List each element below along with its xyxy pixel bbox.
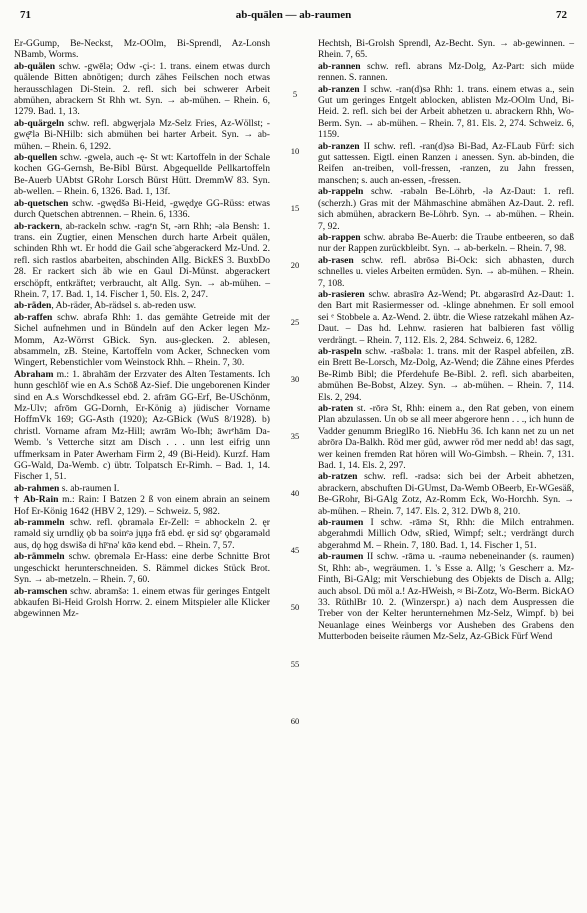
dictionary-entry <box>14 61 270 118</box>
entry-body: schw. -gwēlə; Odw -çi-: 1. trans. einem etwas durch quälende Bitten abnötigen; durch zähes Feilschen noch etwas herausschlagen Di-Stein. 2. refl. sich bei schwerer Arbeit abmühen, abrackern St Rhh wt. Syn. → ab-mühen. – Rhein. 6, 1279. Bad. 1, 13. <box>14 60 270 118</box>
entry-headword: ab-ramschen <box>14 585 68 597</box>
dictionary-entry <box>318 255 574 289</box>
line-number: 30 <box>290 373 300 384</box>
dictionary-entry <box>318 289 574 346</box>
line-number: 15 <box>290 202 300 213</box>
entry-headword: ab-rannen <box>318 60 361 72</box>
entry-body: st. -rōrǝ St, Rhh: einem a., den Rat geben, von einem Plan abzulassen. Un ob se all meer abgerore henn . . ., ich hunn de Vadder genumm BrieglRo 16. NiebHu 36. Ich kann net zu un net abrōrǝ Da-Balkh. Röd mer güd, awwer röd mer nedd ab! das sagt, wer keinen fremden Rat hören will Wo-Gimbsh. – Rhein. 7, 131. Bad. 1, 14. Els. 2, 297. <box>318 403 574 472</box>
entry-headword: ab-rackern <box>14 220 60 232</box>
entry-body: , ab-rackeln schw. -ragᵉn St, -ǝrn Rhh; -ǝlǝ Bensh: 1. trans. ein Zugtier, einen Menschen durch harte Arbeit quälen, schinden Rhh wt. Er hodd die Gail sche ̈abgerackerd Mz-Und. 2. refl. sich rastlos abarbeiten, abschinden Allg. BickES 3. BuxbDo 28. Er rackert sich äb wie en Gaul Di-Münst. abgerackert erschöpft, entkräftet; verbraucht, alt Allg. Syn. → ab-mühen. – Rhein. 7, 17. Bad. 1, 14. Fischer 1, 50. Els. 2, 247. <box>14 220 270 300</box>
dictionary-entry <box>14 221 270 301</box>
entry-body: schw. abrasīrǝ Az-Wend; Pt. abgǝrasīrd Az-Daut: 1. den Bart mit Rasiermesser od. -klinge abnehmen. Er soll emool sei ᵉ Stobbele a. Az-Wend. 2. übtr. die Wiese ratzekahl mähen Az-Daut. – Das hd. Lehnw. rasieren hat balbieren fast völlig verdrängt. – Rhein. 7, 112. Els. 2, 284. Schweiz. 6, 1282. <box>318 288 574 346</box>
entry-headword: Abraham <box>14 368 54 380</box>
entry-headword: ab-rappen <box>318 231 361 243</box>
dictionary-entry <box>318 84 574 141</box>
line-number: 45 <box>290 544 300 555</box>
line-number: 20 <box>290 259 300 270</box>
dictionary-entry <box>318 232 574 255</box>
entry-body: II schw. refl. -ran(d)sǝ Bi-Bad, Az-FLaub Fürf: sich gut sattessen. Eigtl. einen Ranzen ↓ anessen. Syn. ab-binden, die Reifen an-treiben, voll-fressen, -ranzen, zu Jahn fressen, manschen; s. auch an-essen, -fressen. <box>318 140 574 186</box>
entry-headword: ab-rammeln <box>14 517 65 529</box>
dictionary-entry <box>14 483 270 494</box>
dictionary-entry <box>14 517 270 551</box>
page-number-left: 71 <box>20 9 31 21</box>
entry-body: schw. -gwędšǝ Bi-Heid, -gwędχe GG-Rüss: etwas durch Quetschen abtrennen. – Rhein. 6, 1336. <box>14 197 270 221</box>
entry-headword: ab-quellen <box>14 152 58 164</box>
dictionary-entry <box>318 403 574 471</box>
entry-body: schw. -rašbǝlǝ: 1. trans. mit der Raspel abfeilen, zB. ein Brett Be-Lorsch, Mz-Dolg, Az-Wend; die Zähne eines Pferdes Be-Rimb Bibl; die Pferdehufe Be-Bibl. 2. refl. sich abarbeiten, abmühen Be-Bobst, Alzey. Syn. → ab-mühen. – Rhein. 7, 114. Els. 2, 294. <box>318 345 574 403</box>
entry-headword: ab-ranzen <box>318 140 360 152</box>
dictionary-entry <box>14 494 270 517</box>
entry-headword: ab-ratzen <box>318 471 358 483</box>
entry-headword: † Ab-Rain <box>14 494 59 506</box>
dictionary-entry <box>318 471 574 517</box>
entry-body: schw. refl. abrans Mz-Dolg, Az-Part: sich müde rennen. S. rannen. <box>318 60 574 84</box>
entry-headword: ab-raumen <box>318 551 364 563</box>
dictionary-entry <box>14 152 270 198</box>
entry-headword: ab-quärgeln <box>14 117 65 129</box>
entry-body: m.: Rain: I Batzen 2 ß von einem abrain an seinem Hof Er-König 1642 (HBV 2, 129). – Schweiz. 5, 982. <box>14 494 270 517</box>
dictionary-entry <box>318 186 574 232</box>
entry-body: schw. -gwelǝ, auch -ę- St wt: Kartoffeln in der Schale kochen GG-Gernsh, Be-Bibl Bürst. Abgequellde Pellkartoffeln Be-Auerb UAbtst GRohr Lorsch Bürst Hütt. DremmW 83. Syn. ab-wellen. – Rhein. 6, 1326. Bad. 1, 13f. <box>14 152 270 198</box>
entry-body: schw. -rabǝln Be-Löhrb, -lǝ Az-Daut: 1. refl. (scherzh.) Gras mit der Mähmaschine abmähen Az-Daut. 2. refl. sich abmühen, abrackern Be-Löhrb. Syn. → ab-mühen. – Rhein. 7, 92. <box>318 186 574 232</box>
entry-headword: ab-rämmeln <box>14 551 65 563</box>
dictionary-entry <box>14 369 270 483</box>
dictionary-entry <box>14 551 270 585</box>
entry-body: Er-GGump, Be-Neckst, Mz-OOlm, Bi-Sprendl, Az-Lonsh NBamb, Worms. <box>14 38 270 61</box>
entry-headword: ab-raffen <box>14 311 53 323</box>
entry-headword: ab-räden <box>14 300 52 312</box>
entry-body: schw. refl. abrōsǝ Bi-Ock: sich abhasten, durch schnelles u. vieles Arbeiten ermüden. Syn. → ab-mühen. – Rhein. 7, 108. <box>318 254 574 289</box>
entry-body: schw. ǫbremǝlǝ Er-Hass: eine derbe Schnitte Brot ungeschickt herunterschneiden. S. Rämmel dickes Stück Brot. Syn. → ab-metzeln. – Rhein. 7, 60. <box>14 551 270 586</box>
dictionary-entry <box>14 118 270 152</box>
dictionary-entry <box>318 61 574 84</box>
dictionary-entry <box>318 517 574 551</box>
page-header <box>20 9 567 25</box>
line-number: 40 <box>290 487 300 498</box>
entry-body: schw. refl. ǫbramǝlǝ Er-Zell: = abhockeln 2. ęr ramǝld siχ urndliχ ǫb ba soinᵉǝ jųŋǝ frā ebd. ęr sid sǫᵉ ǫbgǝramǝld aus, dǫ hǫg dswišǝ di hīᵉnǝ' kᾱǝ kend ebd. – Rhein. 7, 57. <box>14 517 270 551</box>
entry-headword: ab-raspeln <box>318 345 362 357</box>
entry-headword: ab-rasieren <box>318 288 365 300</box>
entry-headword: ab-rasen <box>318 254 354 266</box>
entry-headword: ab-quetschen <box>14 197 69 209</box>
entry-body: schw. refl. -radsǝ: sich bei der Arbeit abhetzen, abrackern, abschuften Di-GUmst, Da-Wemb OBeerb, Er-WGesäß, Be-GRohr, Bi-GAlg Zotz, Az-Romm Eck, Wo-Horchh. Syn. → ab-mühen. – Rhein. 7, 147. Els. 2, 312. DWb 8, 210. <box>318 471 574 517</box>
dictionary-entry <box>318 346 574 403</box>
right-column <box>318 38 574 643</box>
line-number: 5 <box>292 88 298 99</box>
entry-headword: ab-quälen <box>14 60 56 72</box>
dictionary-entry <box>14 300 270 311</box>
left-column <box>14 38 270 620</box>
entry-headword: ab-raten <box>318 403 354 414</box>
line-number: 10 <box>290 145 300 156</box>
dictionary-entry <box>14 312 270 369</box>
line-number: 25 <box>290 316 300 327</box>
entry-body: schw. abrabǝ Be-Auerb: die Traube entbeeren, so daß nur der Rappen zurückbleibt. Syn. → ab-berkeln. – Rhein. 7, 98. <box>318 231 574 255</box>
entry-headword: ab-raumen <box>318 517 364 529</box>
dictionary-entry <box>14 38 270 61</box>
dictionary-entry <box>14 586 270 620</box>
entry-body: schw. abramšǝ: 1. einem etwas für geringes Entgelt abkaufen Bi-Heid Grolsh Horrw. 2. einem Mitspieler alle Klicker abgewinnen Mz- <box>14 585 270 620</box>
entry-headword: ab-rahmen <box>14 482 60 494</box>
entry-body: schw. abrafǝ Rhh: 1. das gemähte Getreide mit der Sichel aufnehmen und in Bündeln auf den Acker legen Mz-Momm, Az-Wörrst GBick. Syn. aus-glecken. 2. ablesen, absammeln, zB. Steine, Kartoffeln vom Acker, Schnecken vom Wingert, Rebenstichler vom Weinstock Rhh. – Rhein. 7, 30. <box>14 311 270 369</box>
page-number-right: 72 <box>556 9 567 21</box>
entry-body: Hechtsh, Bi-Grolsh Sprendl, Az-Becht. Syn. → ab-gewinnen. – Rhein. 7, 65. <box>318 38 574 61</box>
line-number: 60 <box>290 715 300 726</box>
entry-body: schw. refl. abgwęrjəlǝ Mz-Selz Fries, Az-Wöllst; -gwę̄ᵉlǝ Bi-NHilb: sich abmühen bei harter Arbeit. Syn. → ab-mühen. – Rhein. 6, 1292. <box>14 117 270 152</box>
line-number: 50 <box>290 601 300 612</box>
entry-headword: ab-rappeln <box>318 186 364 198</box>
dictionary-entry <box>318 551 574 642</box>
entry-body: I schw. -rāmǝ St, Rhh: die Milch entrahmen. abgerahmdi Millich Odw, sRied, Wimpf; selt.; verdrängt durch abgerahmd M. – Rhein. 7, 180. Bad. 1, 14. Fischer 1, 51. <box>318 517 574 551</box>
entry-body: m.: 1. ābrahām der Erzvater des Alten Testaments. Ich hunn geschlōf wie en A.s Schōß Az-Sief. Die ungeborenen Kinder sind en A.s Worschdkessel ebd. 2. afrām GG-Erf, Be-USchönm, Mz-Ulv; afrōm GG-Dornh, Er-König a) jüdischer Vorname HoffmVk 169; GG-Asth (1920); Az-GBick (WuS 8/1928). b) christl. Vorname afram Mz-Hill; awrām Wo-Ibh; āwrᵉhām Da-Wemb. 's Vetterche sitzt am Disch . . . unn lest eifrig unn uffmerksam in Pater Awerham Firm 2, 49 (Bi-Heid). Kurzf. Ham GG-Wald, Da-Wemb. c) übtr. Tolpatsch Er-Rimh. – Bad. 1, 14. Fischer 1, 51. <box>14 368 270 483</box>
entry-body: s. ab-raumen I. <box>59 482 120 494</box>
entry-body: , Ab-räder, Ab-rädsel s. ab-reden usw. <box>51 300 197 312</box>
dictionary-entry <box>318 141 574 187</box>
dictionary-entry <box>14 198 270 221</box>
entry-headword: ab-ranzen <box>318 83 360 95</box>
line-number: 35 <box>290 430 300 441</box>
entry-body: I schw. -ran(d)sǝ Rhh: 1. trans. einem etwas a., sein Gut um geringes Entgelt ablocken, ablisten Mz-OOlm Und, Bi-Heid. 2. refl. sich bei der Arbeit abhetzen u. abrackern Rhh, Wo-Berm. Syn. → ab-mühen. – Rhein. 7, 81. Els. 2, 274. Schweiz. 6, 1159. <box>318 83 574 141</box>
running-title: ab-quälen — ab-raumen <box>235 9 352 21</box>
entry-body: II schw. -rāmǝ u. -raumǝ nebeneinander (s. raumen) St, Rhh: ab-, wegräumen. 1. 's Esse a. Allg; 's Gescherr a. Mz-Finth, Bi-GAlg; mit Verschiebung des Objekts de Disch a. Allg; auch absol. Dü möl a.! Az-HWeish, ≈ Bi-Zotz, Wo-Berm. BickAO 33. RüthlBr 10. 2. (Winzerspr.) a) nach dem Auspressen die Treber von der Kelter herunternehmen Mz-Selz, Wimpf. b) bei Neuanlage eines Weinbergs vor Ausheben des Grabens den Mutterboden beiseite räumen Mz-Selz, Az-GBick Fürf Wend <box>318 551 574 643</box>
dictionary-entry <box>318 38 574 61</box>
line-number: 55 <box>290 658 300 669</box>
